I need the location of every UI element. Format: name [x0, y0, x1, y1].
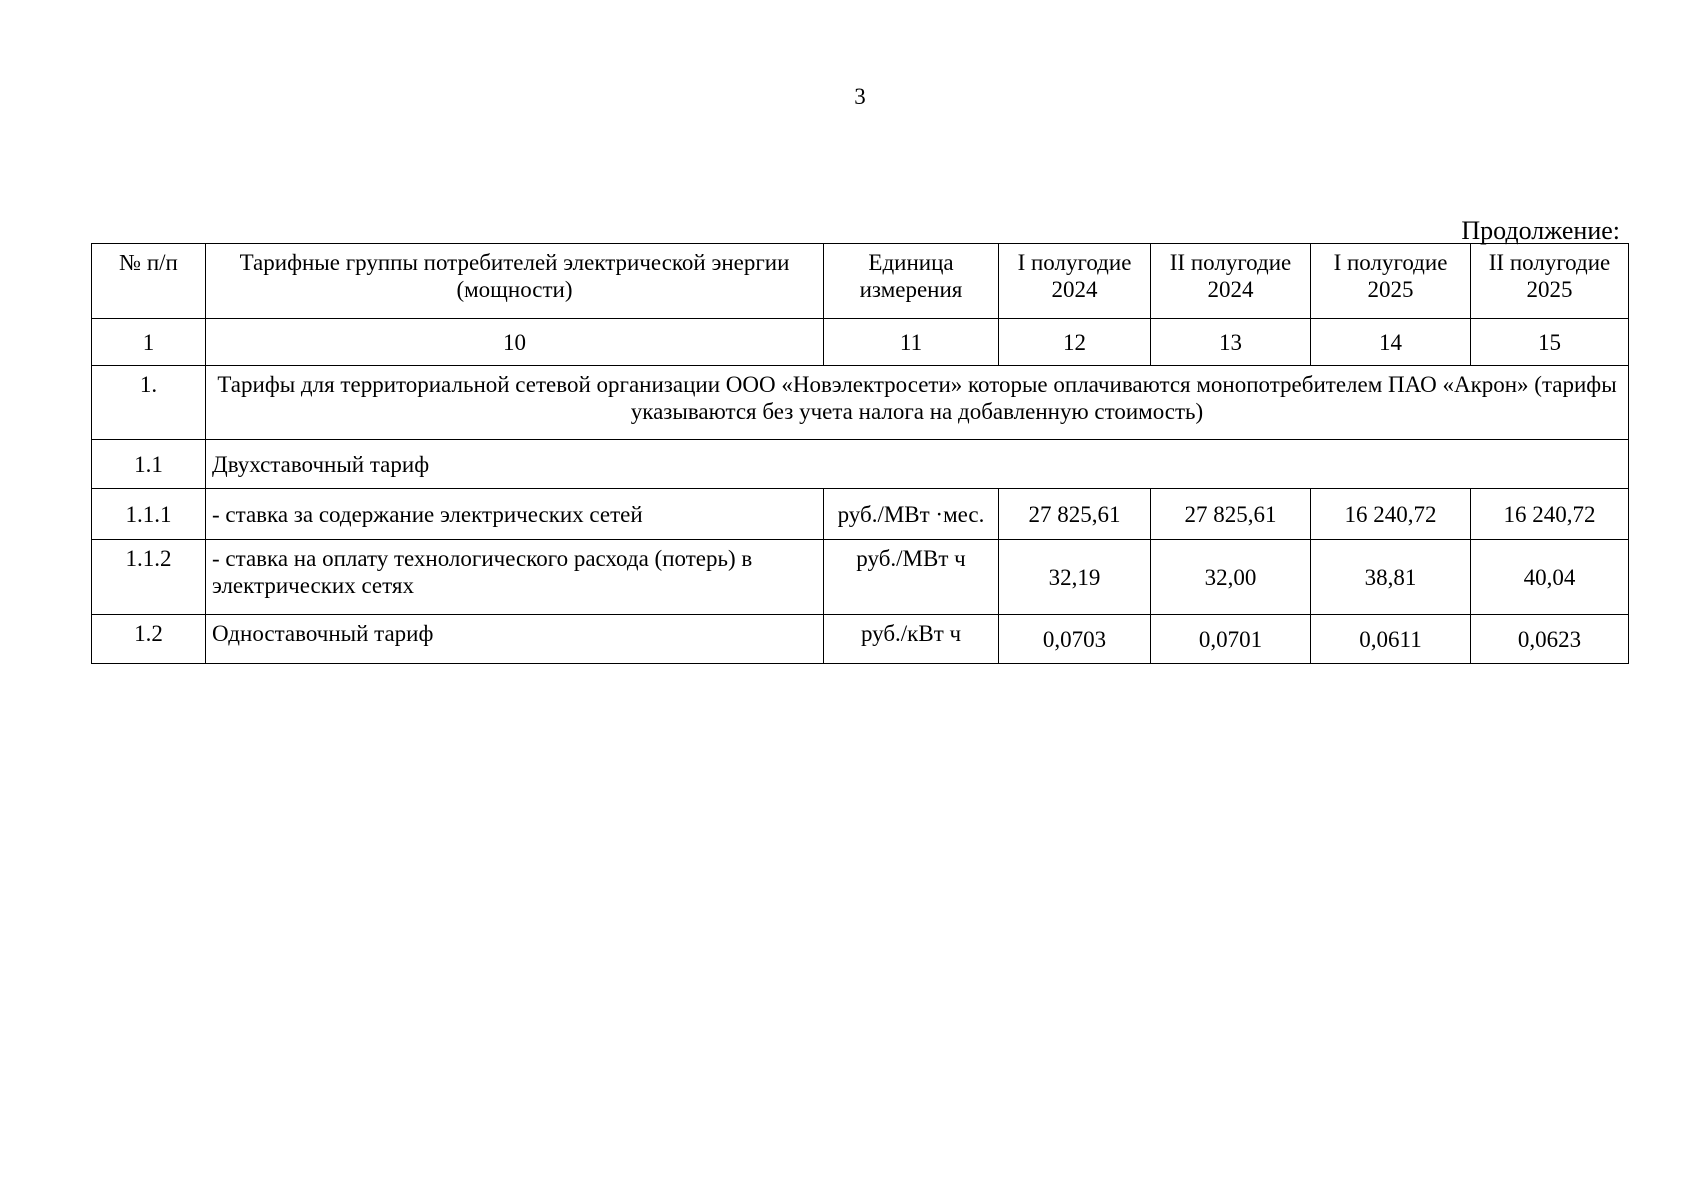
row-unit: руб./МВт ч — [824, 540, 999, 615]
table-row — [92, 615, 1629, 664]
row-value: 16 240,72 — [1311, 489, 1471, 540]
row-name: - ставка на оплату технологического расхода (потерь) в электрических сетях — [206, 540, 824, 615]
column-number-cell: 13 — [1151, 319, 1311, 366]
column-number-cell: 14 — [1311, 319, 1471, 366]
table-header-row — [92, 244, 1629, 319]
column-number-row — [92, 319, 1629, 366]
tariff-table — [91, 243, 1629, 664]
table-row — [92, 489, 1629, 540]
header-cell-tariff-group: Тарифные группы потребителей электрической энергии (мощности) — [206, 244, 824, 319]
header-cell-h2-2025: II полугодие 2025 — [1471, 244, 1629, 319]
section-title: Тарифы для территориальной сетевой организации ООО «Новэлектросети» которые оплачиваются монопотребителем ПАО «Акрон» (тарифы указываются без учета налога на добавленную стоимость) — [206, 366, 1629, 440]
table-row — [92, 540, 1629, 615]
row-value: 16 240,72 — [1471, 489, 1629, 540]
header-cell-h1-2024: I полугодие 2024 — [999, 244, 1151, 319]
header-cell-unit: Единица измерения — [824, 244, 999, 319]
row-value: 27 825,61 — [1151, 489, 1311, 540]
section-number: 1. — [92, 366, 206, 440]
row-value: 0,0703 — [999, 615, 1151, 664]
row-value: 0,0701 — [1151, 615, 1311, 664]
row-number: 1.1.2 — [92, 540, 206, 615]
header-cell-h2-2024: II полугодие 2024 — [1151, 244, 1311, 319]
row-name: - ставка за содержание электрических сетей — [206, 489, 824, 540]
subsection-row — [92, 440, 1629, 489]
row-value: 38,81 — [1311, 540, 1471, 615]
column-number-cell: 1 — [92, 319, 206, 366]
row-value: 0,0611 — [1311, 615, 1471, 664]
section-row — [92, 366, 1629, 440]
header-cell-number: № п/п — [92, 244, 206, 319]
header-cell-h1-2025: I полугодие 2025 — [1311, 244, 1471, 319]
subsection-title: Двухставочный тариф — [206, 440, 1629, 489]
row-value: 0,0623 — [1471, 615, 1629, 664]
page-number: 3 — [854, 84, 866, 109]
row-unit: руб./МВт ·мес. — [824, 489, 999, 540]
row-number: 1.2 — [92, 615, 206, 664]
column-number-cell: 15 — [1471, 319, 1629, 366]
continuation-label: Продолжение: — [1461, 216, 1620, 245]
column-number-cell: 11 — [824, 319, 999, 366]
row-number: 1.1.1 — [92, 489, 206, 540]
row-value: 27 825,61 — [999, 489, 1151, 540]
subsection-number: 1.1 — [92, 440, 206, 489]
column-number-cell: 12 — [999, 319, 1151, 366]
row-name: Одноставочный тариф — [206, 615, 824, 664]
row-value: 32,19 — [999, 540, 1151, 615]
row-unit: руб./кВт ч — [824, 615, 999, 664]
row-value: 40,04 — [1471, 540, 1629, 615]
column-number-cell: 10 — [206, 319, 824, 366]
row-value: 32,00 — [1151, 540, 1311, 615]
